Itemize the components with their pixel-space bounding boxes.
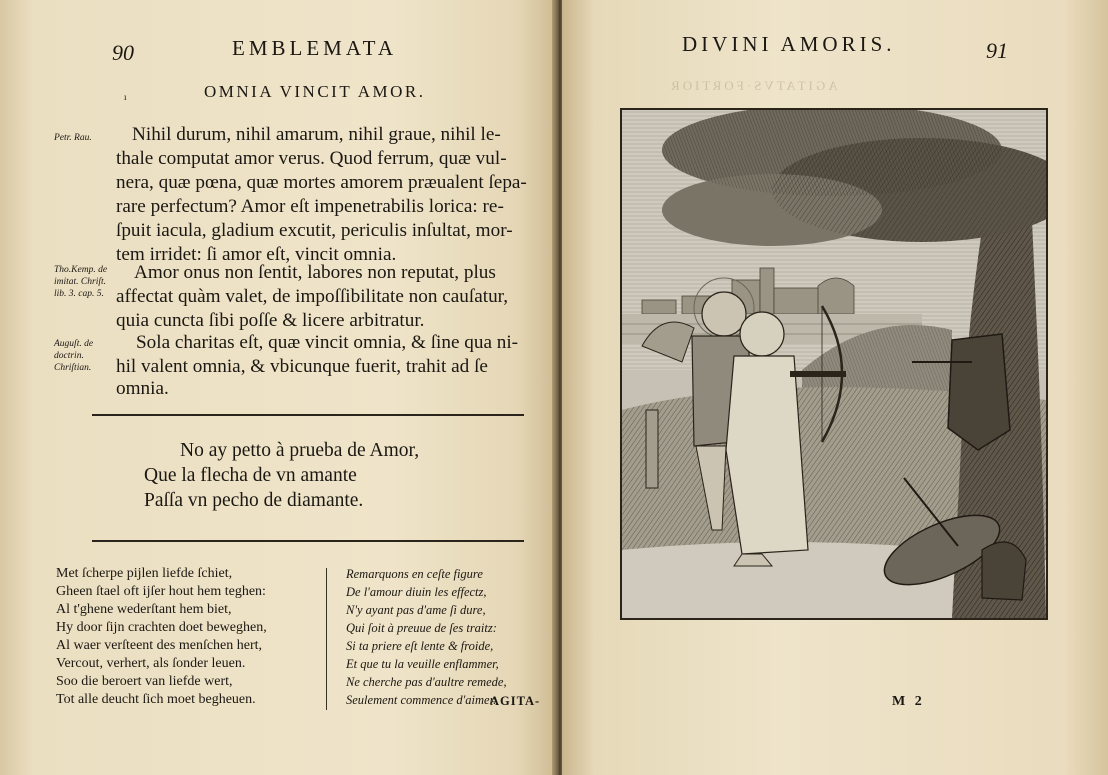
catchword: AGITA- (490, 694, 541, 708)
latin-line-4: rare perfectum? Amor eſt impenetrabilis lorica: re- (116, 196, 504, 217)
show-through-text: AGITATVS·FORTIOR (668, 78, 838, 93)
dutch-verse-line-8: Tot alle deucht ſich moet begheuen. (56, 692, 256, 707)
right-running-head: DIVINI AMORIS. (682, 32, 896, 56)
dutch-verse-line-6: Vercout, verhert, als ſonder leuen. (56, 656, 246, 671)
signature-mark: M 2 (892, 694, 925, 709)
french-verse-line-7: Ne cherche pas d'aultre remede, (346, 675, 507, 689)
dutch-verse-line-1: Met ſcherpe pijlen liefde ſchiet, (56, 566, 233, 581)
latin-line-1: Nihil durum, nihil amarum, nihil graue, nihil le- (132, 124, 501, 145)
latin-line-2: thale computat amor verus. Quod ferrum, quæ vul- (116, 148, 507, 169)
dutch-verse-line-4: Hy door ſijn crachten doet beweghen, (56, 620, 267, 635)
french-verse-line-2: De l'amour diuin les effectz, (346, 585, 487, 599)
rule-bottom (92, 540, 524, 542)
left-page-number: 90 (112, 40, 134, 65)
french-verse-line-4: Qui ſoit à preuue de ſes traitz: (346, 621, 497, 635)
spanish-verse-line-2: Que la flecha de vn amante (144, 465, 357, 486)
left-running-head: EMBLEMATA (232, 36, 397, 60)
margin-note-augustine: Auguſt. de doctrin. Chriſtian. (54, 339, 94, 373)
spanish-verse-line-3: Paſſa vn pecho de diamante. (144, 490, 364, 511)
latin-line-9: quia cuncta ſibi poſſe & licere arbitratur. (116, 310, 425, 331)
emblem-motto: OMNIA VINCIT AMOR. (204, 82, 426, 101)
latin-line-8: affectat quàm valet, de impoſſibilitate non cauſatur, (116, 286, 509, 307)
latin-line-7: Amor onus non ſentit, labores non reputat, plus (134, 262, 496, 283)
french-verse-line-3: N'y ayant pas d'ame ſi dure, (346, 603, 486, 617)
rule-top (92, 414, 524, 416)
latin-line-6: tem irridet: ſi amor eſt, vincit omnia. (116, 244, 397, 265)
latin-line-3: nera, quæ pœna, quæ mortes amorem præualent ſepa- (116, 172, 527, 193)
french-verse-line-8: Seulement commence d'aimer. (346, 693, 497, 707)
spanish-verse-line-1: No ay petto à prueba de Amor, (180, 440, 420, 461)
right-page-number: 91 (986, 38, 1008, 63)
emblem-engraving (620, 108, 1048, 620)
engraving-illustration (622, 110, 1046, 618)
latin-line-10: Sola charitas eſt, quæ vincit omnia, & ſine qua ni- (136, 332, 519, 353)
french-verse-line-5: Si ta priere eſt lente & froide, (346, 639, 494, 653)
margin-note-kempis: Tho.Kemp. de imitat. Chriſt. lib. 3. cap. 5. (54, 265, 108, 299)
dutch-verse-line-2: Gheen ſtael oft ijſer hout hem teghen: (56, 584, 266, 599)
dutch-verse-line-7: Soo die beroert van liefde wert, (56, 674, 233, 689)
margin-note-rau: Petr. Rau. (54, 133, 92, 143)
french-verse-line-6: Et que tu la veuille enflammer, (346, 657, 499, 671)
french-verse-line-1: Remarquons en ceſte figure (346, 567, 483, 581)
stray-mark: ı (124, 92, 127, 102)
latin-line-12: omnia. (116, 378, 169, 399)
latin-line-11: hil valent omnia, & vbicunque fuerit, trahit ad ſe (116, 356, 488, 377)
dutch-verse-line-3: Al t'ghene wederſtant hem biet, (56, 602, 232, 617)
column-divider (326, 568, 327, 710)
latin-line-5: ſpuit iacula, gladium excutit, periculis inſultat, mor- (116, 220, 513, 241)
dutch-verse-line-5: Al waer verſteent des menſchen hert, (56, 638, 263, 653)
